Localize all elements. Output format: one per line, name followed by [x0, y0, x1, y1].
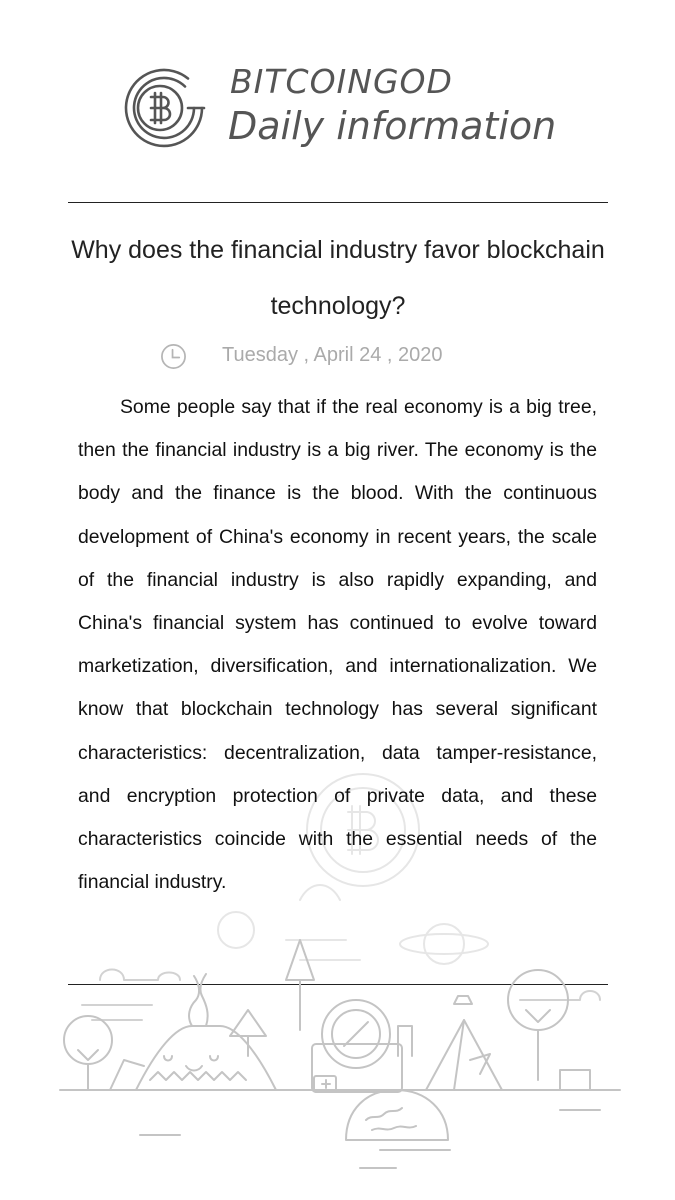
article-date-row	[160, 340, 520, 372]
top-divider	[68, 202, 608, 203]
bottom-divider	[68, 984, 608, 985]
bitcoin-coin-logo-icon	[116, 60, 212, 156]
brand-tagline: Daily information	[228, 104, 557, 148]
article-date: Tuesday , April 24 , 2020	[222, 344, 443, 366]
clock-icon	[160, 343, 187, 370]
brand-header	[116, 60, 576, 160]
article-title: Why does the financial industry favor blockchain technology?	[71, 236, 605, 320]
brand-name: BITCOINGOD	[230, 62, 453, 101]
article-body: Some people say that if the real economy is a big tree, then the financial industry is a big river. The economy is the body and the finance is the blood. With the continuous development of China's economy in recent years, the scale of the financial industry is also rapidly expanding, and China's financial system has continued to evolve toward marketization, diversification, and internationalization. We know that blockchain technology has several significant characteristics: decentralization, data tamper-resistance, and encryption protection of private data, and these characteristics coincide with the essential needs of the financial industry.	[78, 396, 597, 894]
